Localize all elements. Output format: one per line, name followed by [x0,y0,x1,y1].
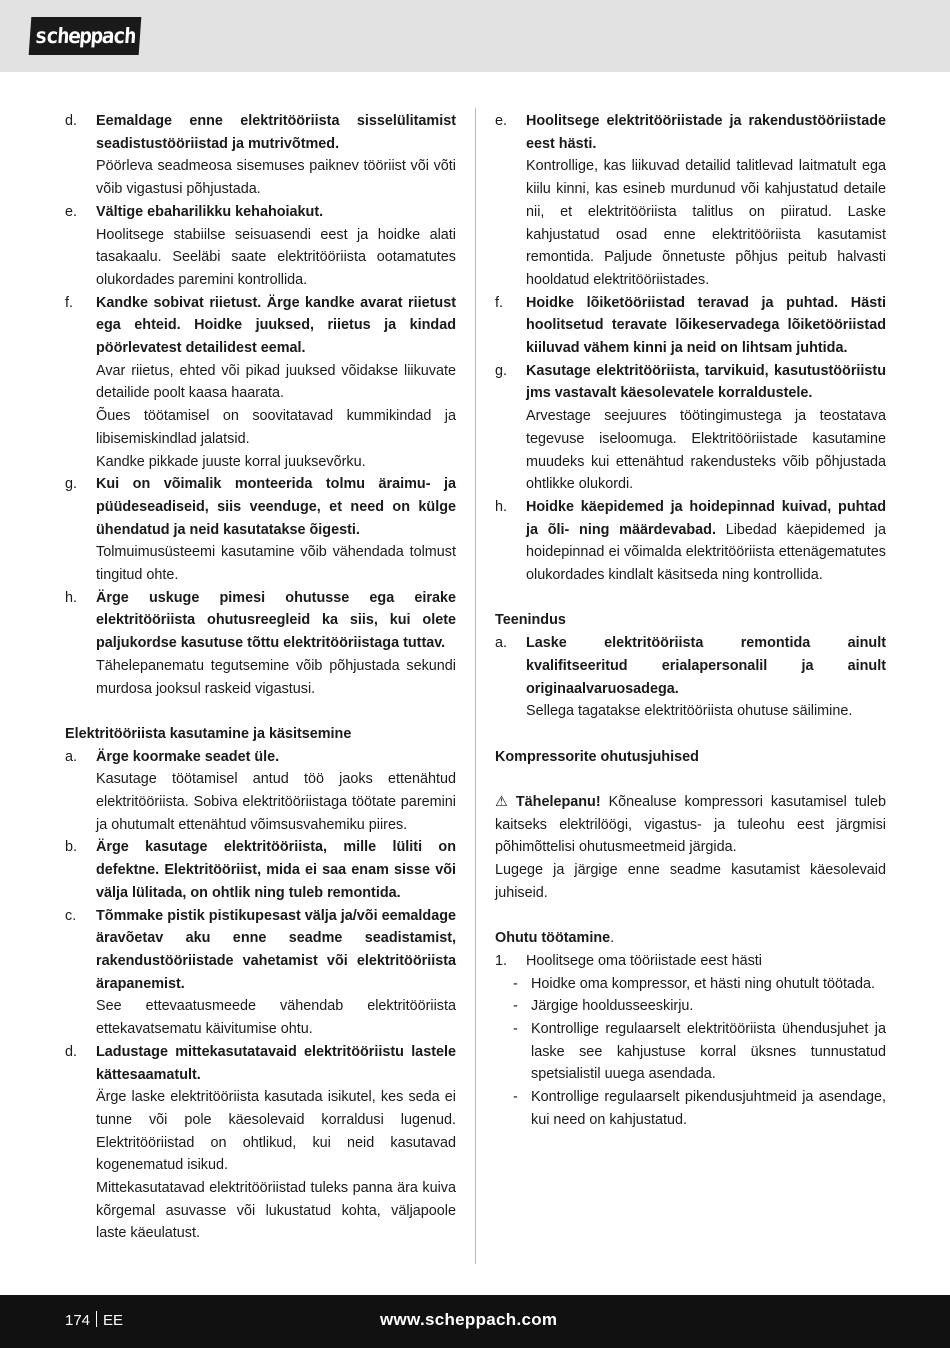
dash-item-body [531,973,886,996]
list-item [65,587,456,701]
item-paragraph: Ärge laske elektritööriista kasutada isikutel, kes seda ei tunne või pole käesolevaid korraldusi lugenud. Elektritööriistad on ohtlikud, kui neid kasutavad kogenematud isikud. [96,1089,456,1174]
item-bold-text: Vältige ebaharilikku kehahoiakut. [96,203,324,220]
page-header [0,0,950,72]
item-lead [96,587,456,655]
right-column [495,110,886,1132]
item-paragraph: Hoolitsege stabiilse seisuasendi eest ja hoidke alati tasakaalu. Seeläbi saate elektritööriista ootamatutes olukordades paremini kontrollida. [96,226,456,288]
spacer [65,700,456,723]
item-label: d. [65,1043,78,1060]
item-body [96,473,456,587]
item-body [96,110,456,201]
dash-item-text: Hoidke oma kompressor, et hästi ning ohutult töötada. [531,975,875,992]
item-bold-text: Ärge koormake seadet üle. [96,748,280,765]
list-item [65,201,456,292]
safe-work-heading-dot: . [610,930,615,947]
item-body [96,746,456,837]
item-label: d. [65,113,78,129]
section-heading-tool-use: Elektritööriista kasutamine ja käsitsemine [65,725,352,742]
item-body [96,1041,456,1245]
item-label: f. [65,294,73,311]
item-paragraph: Arvestage seejuures töötingimustega ja teostatava tegevuse iseloomuga. Elektritööriistade kasutamine muudeks kui ettenähtud rakendusteks võib põhjustada ohtlikke olukordi. [526,408,886,493]
item-paragraph: Avar riietus, ehted või pikad juuksed võidakse liikuvate detailide poolt kaasa haarata. [96,362,456,402]
warning-label: Tähelepanu! [515,794,601,811]
dash-item-text: Järgige hooldusseeskirju. [531,998,694,1015]
list-item [65,1041,456,1245]
item-paragraph: Tolmuimusüsteemi kasutamine võib vähendada tolmust tingitud ohte. [96,544,456,584]
item-bold-text: Hoidke käepidemed ja hoidepinnad kuivad, puhtad ja õli- ning määrdevabad. [526,498,886,538]
dash-item [495,973,886,996]
list-item [65,110,456,201]
safe-work-heading: Ohutu töötamine [495,930,611,947]
website-link[interactable]: www.scheppach.com [380,1310,558,1329]
item-lead [96,1041,456,1086]
dash-item [495,1086,886,1131]
item-bold-text: Tõmmake pistik pistikupesast välja ja/või eemaldage äravõetav aku enne seadme seadistamist, rakendustööriistade vahetamist või elektritööriista ärapanemist. [96,907,456,992]
dash-bullet: - [513,1089,518,1106]
item-paragraph: Tähelepanematu tegutsemine võib põhjustada sekundi murdosa jooksul raskeid vigastusi. [96,657,456,697]
item-text: Hoolitsege oma tööriistade eest hästi [526,952,762,969]
dash-item-body [531,1086,886,1131]
item-label: e. [495,113,508,129]
item-bold-text: Ärge kasutage elektritööriista, mille lüliti on defektne. Elektritööriist, mida ei saa enam sisse või välja lülitada, on ohtlik ning tuleb remontida. [96,839,456,901]
warning-triangle-icon: ⚠ [495,794,508,811]
item-label: h. [65,589,78,606]
item-body [526,496,886,587]
item-label: f. [495,294,503,311]
item-bold-text: Kui on võimalik monteerida tolmu äraimu- ja püüdeseadiseid, siis veenduge, et need on külge ühendatud ja neid kasutatakse õigesti. [96,476,456,538]
item-lead [96,473,456,541]
item-body [526,292,886,360]
item-lead [96,836,456,904]
item-body [526,110,886,292]
item-lead [526,292,886,360]
item-paragraph: Õues töötamisel on soovitatavad kummikindad ja libisemiskindlad jalatsid. [96,408,456,447]
item-lead [96,905,456,996]
dash-list [495,973,886,1132]
item-bold-text: Ladustage mittekasutatavaid elektritööriistu lastele kättesaamatult. [96,1043,456,1083]
list-item [65,292,456,474]
page-footer [0,1295,950,1348]
scheppach-logo: scheppach [29,17,142,55]
item-bold-text: Hoidke lõiketööriistad teravad ja puhtad. Hästi hoolitsetud teravate lõikeservadega lõiketööriistad kiiluvad vähem kinni ja neid on lihtsam juhtida. [526,294,886,357]
list-item [495,110,886,292]
item-body [96,201,456,292]
item-lead [96,201,456,224]
item-label: c. [65,907,77,924]
warning-paragraph [495,791,886,859]
service-list [495,632,886,723]
item-label: g. [495,362,508,379]
item-bold-text: Kandke sobivat riietust. Ärge kandke avarat riietust ega ehteid. Hoidke juuksed, riietus ja kindad pöörlevatest detailidest eemal. [96,294,456,357]
item-label: e. [65,203,78,220]
item-number: 1. [495,952,508,969]
right-list-1 [495,110,886,587]
spacer [495,587,886,610]
item-label: h. [495,498,508,515]
item-paragraph: Kontrollige, kas liikuvad detailid talitlevad laitmatult ega kiilu kinni, kas esineb murdunud või kahjustatud detaile nii, et elektritööriista talitlus on piiratud. Laske kahjustatud osad enne elektritööriista kasutamist remontida. Paljude õnnetuste põhjus peitub halvasti hooldatud elektritööriistades. [526,158,886,288]
item-body [96,905,456,1041]
item-lead [526,360,886,405]
dash-bullet: - [513,975,518,992]
dash-bullet: - [513,1021,518,1038]
item-paragraph: Mittekasutatavad elektritööriistad tuleks panna ära kuiva kõrgemal asuvasse või lukustatud kohta, väljapoole laste käeulatust. [96,1180,456,1242]
column-divider [475,108,476,1264]
warning-text: Kõnealuse kompressori kasutamisel tuleb kaitseks elektrilöögi, vigastus- ja tuleohu eest järgmisi põhimõttelisi ohutusmeetmeid järgida. [495,794,886,856]
left-list-2 [65,746,456,1245]
page-indicator [65,1309,123,1333]
numbered-item [495,950,886,973]
dash-item-body [531,1018,886,1086]
item-lead [96,746,456,769]
list-item [65,473,456,587]
item-lead [96,292,456,360]
item-body [96,292,456,474]
item-label: b. [65,839,78,856]
item-label: a. [65,748,78,765]
dash-item [495,995,886,1018]
list-item [495,360,886,496]
dash-item-text: Kontrollige regulaarselt elektritööriista ühendusjuhet ja laske see kahjustuse korral üksnes tunnustatud spetsialistil uuega asendada. [531,1021,886,1083]
dash-item-body [531,995,886,1018]
item-paragraph: Pöörleva seadmeosa sisemuses paiknev tööriist või võti võib vigastusi põhjustada. [96,158,456,198]
item-paragraph: Kasutage töötamisel antud töö jaoks ettenähtud elektritööriista. Sobiva elektritööriistaga töötate paremini ja ohutumalt ettenähtud võimsusvahemiku piires. [96,771,456,833]
item-inline-text: Libedad käepidemed ja hoidepinnad ei võimalda elektritööriista ettenägematutes olukordades kindlalt käsitseda ning kontrollida. [526,521,886,584]
section-heading-compressor: Kompressorite ohutusjuhised [495,748,699,765]
list-item [495,496,886,587]
language-code: EE [103,1312,124,1329]
item-bold-text: Hoolitsege elektritööriistade ja rakendustööriistade eest hästi. [526,113,886,152]
left-list-1 [65,110,456,700]
list-item [495,292,886,360]
left-column [65,110,456,1245]
item-bold-text: Kasutage elektritööriista, tarvikuid, kasutustööriistu jms vastavalt käesolevatele korraldustele. [526,362,886,402]
list-item [65,836,456,904]
dash-item [495,1018,886,1086]
spacer [495,905,886,928]
list-item [65,746,456,837]
section-heading-service: Teenindus [495,612,566,629]
read-instructions-text: Lugege ja järgige enne seadme kasutamist käesolevaid juhiseid. [495,862,886,901]
item-lead [96,110,456,155]
dash-item-text: Kontrollige regulaarselt pikendusjuhtmeid ja asendage, kui need on kahjustatud. [531,1089,886,1128]
list-item [495,632,886,723]
item-lead [526,632,886,700]
item-lead [526,110,886,155]
item-body [96,836,456,904]
item-bold-text: Eemaldage enne elektritööriista sisselülitamist seadistustööriistad ja mutrivõtmed. [96,113,456,152]
page-number: 174 [65,1312,91,1329]
item-body [526,360,886,496]
item-paragraph: Sellega tagatakse elektritööriista ohutuse säilimine. [526,703,853,720]
item-body [526,632,886,723]
spacer [495,768,886,791]
item-label: g. [65,476,78,493]
item-bold-text: Laske elektritööriista remontida ainult kvalifitseeritud erialapersonalil ja ainult originaalvaruosadega. [526,635,886,697]
item-paragraph: Kandke pikkade juuste korral juuksevõrku. [96,453,366,470]
separator [96,1311,97,1327]
item-bold-text: Ärge uskuge pimesi ohutusse ega eirake elektritööriista ohutusreegleid ka siis, kui olete paljukordse kasutuse tõttu elektritööriistaga tuttav. [96,589,456,652]
item-paragraph: See ettevaatusmeede vähendab elektritööriista ettekavatsematu käivitumise ohtu. [96,998,456,1038]
item-lead [526,496,886,587]
spacer [495,723,886,746]
list-item [65,905,456,1041]
dash-bullet: - [513,998,518,1015]
item-label: a. [495,635,508,652]
safe-work-heading-line [495,927,886,950]
item-body [96,587,456,701]
